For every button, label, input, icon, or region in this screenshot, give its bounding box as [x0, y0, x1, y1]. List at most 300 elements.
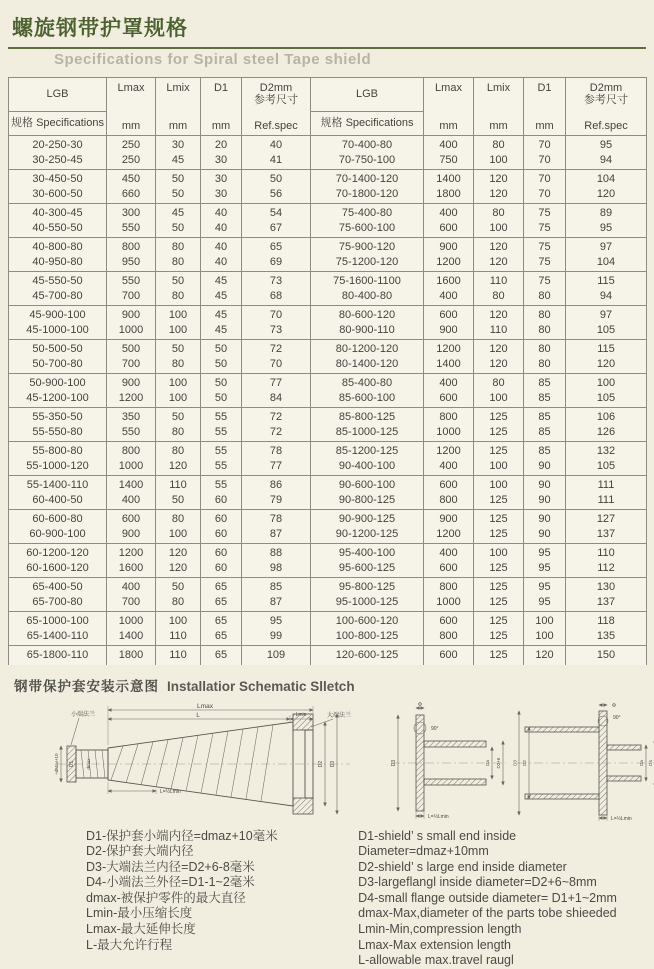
dim-label-d2: D2 [522, 759, 527, 766]
spec-cell: 55 [201, 442, 242, 459]
spec-row-group [9, 136, 647, 170]
spec-cell-lgb: 65-1400-110 [9, 629, 107, 646]
spec-cell: 77 [242, 374, 311, 391]
legend-line: Lmin-最小压缩长度 [86, 906, 193, 921]
spec-cell: 50 [156, 578, 201, 595]
spec-cell: 900 [424, 323, 474, 340]
spec-cell: 50 [156, 408, 201, 425]
spec-cell-lgb: 90-400-100 [311, 459, 424, 476]
spec-cell: 120 [474, 255, 524, 272]
dim-label-d4: D4 [648, 759, 653, 766]
col-header-unit: mm [121, 119, 141, 132]
dim-label-90deg: 90° [431, 725, 439, 732]
table-row [9, 289, 647, 306]
spec-cell: 900 [424, 510, 474, 527]
spec-cell: 85 [524, 442, 566, 459]
spec-cell: 1400 [424, 357, 474, 374]
spec-cell: 1000 [107, 459, 156, 476]
spec-cell: 1600 [107, 561, 156, 578]
dim-label-d3: D3 [330, 760, 336, 767]
spec-cell: 69 [242, 255, 311, 272]
spec-cell: 1800 [424, 187, 474, 204]
spec-cell: 85 [524, 408, 566, 425]
table-row [9, 646, 647, 665]
spec-cell: 45 [156, 204, 201, 221]
spec-cell: 800 [107, 442, 156, 459]
legend-section [8, 829, 646, 969]
title-divider [8, 47, 646, 49]
col-header-unit: mm [535, 119, 554, 132]
spec-cell-lgb: 40-300-45 [9, 204, 107, 221]
table-row [9, 595, 647, 612]
dim-label-half-lmin: L=½Lmin [160, 788, 181, 795]
spec-cell: 78 [242, 442, 311, 459]
schematic-drawings [8, 699, 653, 823]
spec-cell-lgb: 75-900-120 [311, 238, 424, 255]
spec-cell-lgb: 90-1200-125 [311, 527, 424, 544]
spec-row-group [9, 510, 647, 544]
dim-label-half-lmin: L=½Lmin [611, 815, 632, 822]
spec-cell: 550 [107, 221, 156, 238]
spec-cell: 600 [424, 306, 474, 323]
spec-row-group [9, 340, 647, 374]
spec-cell: 65 [201, 646, 242, 665]
spec-cell: 1200 [424, 527, 474, 544]
spec-cell: 126 [566, 425, 647, 442]
dim-label-lmax: Lmax [197, 702, 213, 710]
spec-cell: 120 [474, 357, 524, 374]
spec-cell: 40 [201, 221, 242, 238]
legend-line: D2-保护套大端内径 [86, 844, 194, 859]
spec-cell-lgb: 65-1000-100 [9, 612, 107, 629]
table-row [9, 612, 647, 629]
table-row [9, 510, 647, 527]
spec-cell: 137 [566, 527, 647, 544]
spec-cell: 78 [242, 510, 311, 527]
spec-cell: 90 [524, 510, 566, 527]
col-subheader-spec-left: 规格 Specifications [9, 112, 107, 136]
spec-cell: 60 [201, 510, 242, 527]
spec-cell: 100 [524, 629, 566, 646]
spec-cell: 800 [424, 493, 474, 510]
spec-cell: 55 [201, 408, 242, 425]
spec-cell-lgb: 30-250-45 [9, 153, 107, 170]
spec-cell-lgb: 75-400-80 [311, 204, 424, 221]
spec-cell: 65 [201, 578, 242, 595]
spec-cell: 90 [524, 476, 566, 493]
spec-cell: 50 [156, 187, 201, 204]
spec-cell: 120 [474, 306, 524, 323]
legend-line: D4-small flange outside diameter= D1+1~2mm [358, 890, 617, 905]
main-schematic-drawing [53, 701, 353, 821]
table-row [9, 561, 647, 578]
col-header-unit: mm [168, 119, 188, 132]
spec-cell: 80 [524, 357, 566, 374]
table-row [9, 204, 647, 221]
spec-cell: 80 [156, 595, 201, 612]
spec-cell-lgb: 90-800-125 [311, 493, 424, 510]
spec-cell: 100 [156, 323, 201, 340]
table-row [9, 340, 647, 357]
spec-cell-lgb: 100-600-120 [311, 612, 424, 629]
col-header-unit: mm [211, 119, 231, 132]
spec-cell: 750 [424, 153, 474, 170]
dim-label-d3: D3 [513, 759, 518, 766]
spec-cell: 40 [201, 255, 242, 272]
spec-cell-lgb: 85-400-80 [311, 374, 424, 391]
spec-cell: 115 [566, 272, 647, 289]
legend-line: D4-小端法兰外径=D1-1~2毫米 [86, 875, 255, 890]
spec-cell: 125 [474, 510, 524, 527]
spec-cell-lgb: 60-1200-120 [9, 544, 107, 561]
dim-label-d2: D2 [318, 760, 324, 767]
spec-cell: 99 [242, 629, 311, 646]
spec-cell: 56 [242, 187, 311, 204]
spec-cell-lgb: 30-450-50 [9, 170, 107, 187]
spec-cell-lgb: 20-250-30 [9, 136, 107, 153]
spec-cell: 60 [201, 493, 242, 510]
spec-cell-lgb: 45-1200-100 [9, 391, 107, 408]
spec-cell: 125 [474, 527, 524, 544]
spec-cell: 100 [474, 459, 524, 476]
spec-cell: 90 [524, 459, 566, 476]
spec-cell: 100 [474, 544, 524, 561]
dim-label-phi: Φ [418, 701, 422, 708]
spec-cell: 111 [566, 476, 647, 493]
col-header-label: D2mm 参考尺寸 [584, 82, 628, 106]
spec-cell-lgb: 45-550-50 [9, 272, 107, 289]
spec-cell: 45 [201, 323, 242, 340]
spec-cell: 105 [566, 391, 647, 408]
table-row [9, 459, 647, 476]
spec-cell-lgb: 80-1400-120 [311, 357, 424, 374]
table-row [9, 374, 647, 391]
dim-label-half-lmin: L=½Lmin [428, 813, 449, 820]
spec-cell: 1400 [107, 476, 156, 493]
spec-cell: 400 [424, 544, 474, 561]
schematic-title-cn: 钢带保护套安装示意图 [14, 678, 159, 694]
spec-cell: 125 [474, 442, 524, 459]
spec-cell-lgb: 70-400-80 [311, 136, 424, 153]
spec-cell: 125 [474, 493, 524, 510]
spec-cell: 55 [201, 425, 242, 442]
spec-cell-lgb: 80-900-110 [311, 323, 424, 340]
spec-cell: 75 [524, 221, 566, 238]
spec-cell: 1200 [424, 340, 474, 357]
spec-cell-lgb: 80-600-120 [311, 306, 424, 323]
spec-cell: 30 [201, 170, 242, 187]
spec-cell-lgb: 65-700-80 [9, 595, 107, 612]
spec-cell: 54 [242, 204, 311, 221]
spec-cell: 400 [424, 459, 474, 476]
spec-cell: 800 [424, 408, 474, 425]
col-header-d1-right [524, 78, 566, 136]
col-header-label: D1 [213, 82, 229, 94]
dim-label-d1: D1 [69, 760, 75, 767]
legend-line: Lmax-最大延伸长度 [86, 922, 196, 937]
spec-cell: 50 [156, 493, 201, 510]
spec-cell: 120 [156, 544, 201, 561]
spec-cell: 88 [242, 544, 311, 561]
spec-cell: 105 [566, 459, 647, 476]
spec-cell-lgb: 100-800-125 [311, 629, 424, 646]
spec-cell-lgb: 85-600-100 [311, 391, 424, 408]
spec-cell: 125 [474, 646, 524, 665]
table-row [9, 578, 647, 595]
col-header-lmax-left [107, 78, 156, 136]
col-header-d2-left [242, 78, 311, 136]
spec-cell: 100 [156, 612, 201, 629]
spec-cell-lgb: 95-600-125 [311, 561, 424, 578]
page-subtitle: Specifications for Spiral steel Tape shield [54, 51, 372, 68]
spec-cell: 1400 [424, 170, 474, 187]
spec-cell: 65 [242, 238, 311, 255]
spec-cell: 60 [201, 527, 242, 544]
spec-cell-lgb: 120-600-125 [311, 646, 424, 665]
spec-cell-lgb: 55-800-80 [9, 442, 107, 459]
col-header-label: Lmix [486, 82, 511, 94]
spec-cell: 600 [424, 612, 474, 629]
spec-cell: 50 [242, 170, 311, 187]
dim-label-l: L [196, 712, 200, 719]
spec-cell: 87 [242, 527, 311, 544]
spec-cell: 115 [566, 340, 647, 357]
spec-cell: 400 [424, 374, 474, 391]
spec-cell: 550 [107, 425, 156, 442]
spec-cell: 85 [524, 425, 566, 442]
spec-cell: 85 [524, 374, 566, 391]
spec-cell: 120 [474, 187, 524, 204]
spec-cell: 80 [474, 204, 524, 221]
table-row [9, 323, 647, 340]
spec-cell: 1200 [424, 442, 474, 459]
spec-cell: 70 [524, 187, 566, 204]
table-row [9, 255, 647, 272]
spec-cell: 110 [566, 544, 647, 561]
spec-cell: 104 [566, 255, 647, 272]
spec-cell: 80 [474, 374, 524, 391]
table-row [9, 221, 647, 238]
page-title: 螺旋钢带护罩规格 [12, 17, 188, 40]
spec-cell: 125 [474, 425, 524, 442]
table-row [9, 544, 647, 561]
spec-cell: 660 [107, 187, 156, 204]
spec-cell: 104 [566, 170, 647, 187]
spec-cell: 50 [201, 391, 242, 408]
spec-cell: 600 [424, 476, 474, 493]
spec-cell: 97 [566, 238, 647, 255]
spec-cell: 85 [242, 578, 311, 595]
legend-line: L-最大允许行程 [86, 937, 173, 952]
spec-cell: 50 [156, 272, 201, 289]
spec-cell: 109 [242, 646, 311, 665]
col-header-label: D2mm 参考尺寸 [254, 82, 298, 106]
spec-cell-lgb: 55-550-80 [9, 425, 107, 442]
col-header-lmix-right [474, 78, 524, 136]
spec-cell: 1000 [424, 595, 474, 612]
spec-cell: 95 [524, 578, 566, 595]
spec-cell: 112 [566, 561, 647, 578]
spec-cell: 70 [524, 153, 566, 170]
spec-cell: 100 [474, 476, 524, 493]
spec-cell: 120 [566, 357, 647, 374]
spec-cell: 600 [424, 391, 474, 408]
spec-cell: 1800 [107, 646, 156, 665]
spec-cell-lgb: 65-1800-110 [9, 646, 107, 665]
spec-cell: 125 [474, 561, 524, 578]
spec-cell: 1000 [107, 612, 156, 629]
spec-cell: 110 [474, 272, 524, 289]
dim-label-phi: Φ [612, 702, 616, 709]
legend-line: Lmin-Min,compression length [358, 922, 522, 937]
table-row [9, 476, 647, 493]
legend-line: dmax-Max,diameter of the parts tobe shieeded [358, 906, 617, 921]
spec-cell: 72 [242, 408, 311, 425]
table-row [9, 442, 647, 459]
table-row [9, 527, 647, 544]
legend-line: D2-shield’ s large end inside diameter [358, 859, 567, 874]
spec-row-group [9, 170, 647, 204]
spec-cell: 65 [201, 595, 242, 612]
spec-cell: 250 [107, 136, 156, 153]
spec-cell: 90 [524, 527, 566, 544]
col-header-unit: mm [489, 119, 508, 132]
spec-cell: 45 [201, 272, 242, 289]
spec-cell: 120 [474, 340, 524, 357]
spec-cell: 600 [424, 221, 474, 238]
spec-cell: 120 [474, 170, 524, 187]
schematic-section-title [14, 675, 646, 695]
spec-cell: 30 [201, 187, 242, 204]
legend-line: D1-shield’ s small end inside Diameter=dmaz+10mm [358, 828, 517, 859]
spec-cell: 400 [424, 289, 474, 306]
spec-cell: 75 [524, 272, 566, 289]
spec-row-group [9, 578, 647, 612]
dim-label-da: Da [639, 759, 644, 766]
spec-cell-lgb: 90-600-100 [311, 476, 424, 493]
spec-cell: 30 [156, 136, 201, 153]
spec-row-group [9, 306, 647, 340]
dim-label-d3: D3 [391, 759, 397, 766]
spec-cell: 137 [566, 595, 647, 612]
spec-cell: 125 [474, 612, 524, 629]
spec-row-group [9, 204, 647, 238]
spec-cell-lgb: 75-600-100 [311, 221, 424, 238]
spec-row-group [9, 476, 647, 510]
spec-cell: 120 [566, 187, 647, 204]
spec-cell: 120 [524, 646, 566, 665]
spec-cell: 110 [156, 646, 201, 665]
spec-cell: 90 [524, 493, 566, 510]
spec-cell: 80 [524, 306, 566, 323]
col-header-lgb-right: LGB [311, 78, 424, 112]
spec-cell: 40 [242, 136, 311, 153]
spec-cell: 100 [474, 153, 524, 170]
spec-cell: 125 [474, 629, 524, 646]
spec-cell: 80 [156, 442, 201, 459]
spec-cell: 110 [156, 629, 201, 646]
spec-cell: 60 [201, 561, 242, 578]
legend-cn [86, 829, 350, 969]
col-header-lmix-left [156, 78, 201, 136]
spec-cell: 55 [201, 459, 242, 476]
spec-cell: 1600 [424, 272, 474, 289]
spec-cell: 45 [156, 153, 201, 170]
spec-cell-lgb: 70-1800-120 [311, 187, 424, 204]
spec-cell-lgb: 40-550-50 [9, 221, 107, 238]
spec-cell-lgb: 80-1200-120 [311, 340, 424, 357]
spec-row-group [9, 646, 647, 665]
spec-cell: 100 [566, 374, 647, 391]
spec-cell: 84 [242, 391, 311, 408]
spec-cell-lgb: 90-900-125 [311, 510, 424, 527]
spec-cell: 50 [156, 340, 201, 357]
spec-cell: 125 [474, 578, 524, 595]
spec-cell-lgb: 75-1600-1100 [311, 272, 424, 289]
small-flange-section-drawing [513, 699, 654, 823]
spec-cell: 550 [107, 272, 156, 289]
spec-cell-lgb: 60-600-80 [9, 510, 107, 527]
spec-cell-lgb: 60-900-100 [9, 527, 107, 544]
spec-cell: 118 [566, 612, 647, 629]
spec-cell: 95 [242, 612, 311, 629]
spec-cell: 250 [107, 153, 156, 170]
spec-cell-lgb: 85-800-125 [311, 408, 424, 425]
spec-cell-lgb: 40-950-80 [9, 255, 107, 272]
spec-cell: 1200 [107, 544, 156, 561]
table-row [9, 629, 647, 646]
spec-cell: 800 [424, 629, 474, 646]
spec-cell: 100 [474, 221, 524, 238]
spec-row-group [9, 374, 647, 408]
spec-cell: 73 [242, 272, 311, 289]
spec-table-header [9, 78, 647, 136]
spec-cell-lgb: 70-750-100 [311, 153, 424, 170]
spec-cell: 65 [201, 612, 242, 629]
spec-cell: 125 [474, 595, 524, 612]
spec-cell-lgb: 70-1400-120 [311, 170, 424, 187]
spec-cell: 80 [156, 238, 201, 255]
spec-cell: 75 [524, 204, 566, 221]
spec-cell: 1200 [424, 255, 474, 272]
table-row [9, 493, 647, 510]
schematic-title-en: Installatior Schematic Slletch [167, 678, 355, 694]
spec-cell: 106 [566, 408, 647, 425]
spec-cell: 50 [156, 221, 201, 238]
spec-cell-lgb: 95-800-125 [311, 578, 424, 595]
spec-cell: 700 [107, 289, 156, 306]
spec-cell-lgb: 80-400-80 [311, 289, 424, 306]
spec-cell: 80 [156, 289, 201, 306]
spec-cell: 127 [566, 510, 647, 527]
spec-cell: 94 [566, 153, 647, 170]
spec-cell: 100 [474, 391, 524, 408]
table-row [9, 425, 647, 442]
table-row [9, 272, 647, 289]
spec-cell: 60 [201, 544, 242, 561]
spec-cell: 135 [566, 629, 647, 646]
spec-row-group [9, 408, 647, 442]
legend-line: D3-大端法兰内径=D2+6-8毫米 [86, 859, 255, 874]
spec-cell: 97 [566, 306, 647, 323]
col-header-unit: mm [439, 119, 458, 132]
spec-cell: 87 [242, 595, 311, 612]
spec-table [8, 77, 647, 665]
spec-cell: 40 [201, 204, 242, 221]
col-header-label: D1 [537, 82, 552, 94]
spec-cell: 600 [424, 646, 474, 665]
label-large-flange: 大端法兰 [326, 712, 351, 719]
